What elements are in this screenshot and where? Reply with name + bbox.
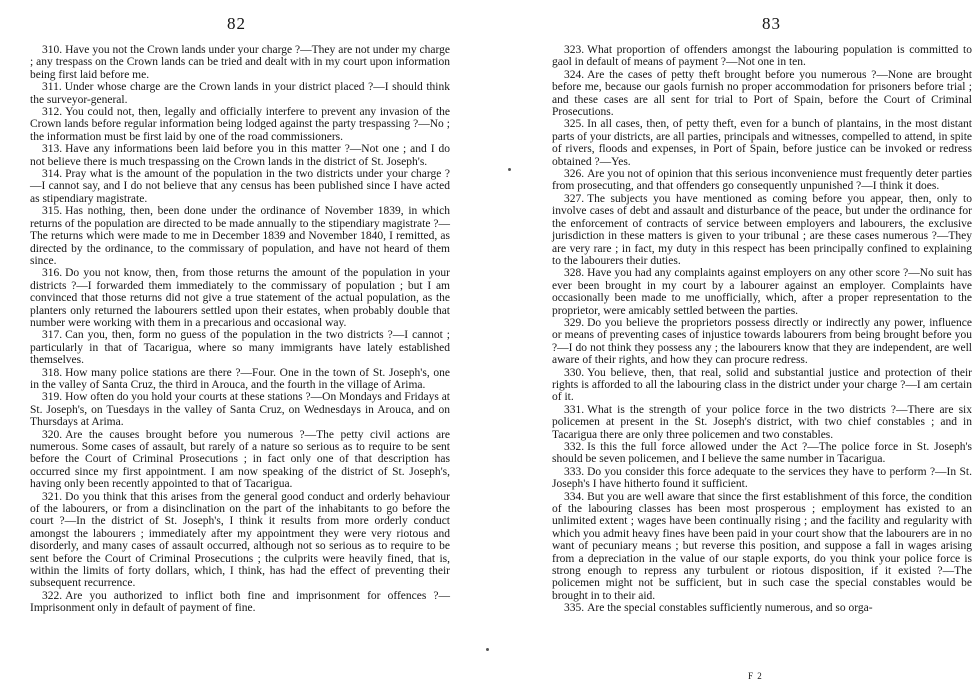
question-paragraph: [30, 205, 450, 267]
question-paragraph: [552, 404, 972, 441]
question-number: 333.: [564, 465, 585, 478]
question-number: 321.: [42, 490, 63, 503]
question-number: 317.: [42, 329, 63, 342]
question-paragraph: [30, 391, 450, 428]
question-paragraph: [552, 168, 972, 193]
question-paragraph: [552, 69, 972, 119]
question-paragraph: [552, 441, 972, 466]
question-paragraph: [30, 329, 450, 366]
question-number: 312.: [42, 106, 63, 119]
question-text: The subjects you have mentioned as coming before you appear, then, only to involve cases of debt and assault and disturbance of the peace, but under the ordinance for the enforcement of contracts of service between employers and labourers, the exclusive jurisdiction in these matters is given to your tribunal ; are these cases numerous ?—They are very rare ; in fact, my duty in this respect has been principally confined to explaining to the labourers their duties.: [552, 192, 972, 267]
question-text: Are the special constables sufficiently numerous, and so orga-: [587, 602, 873, 615]
question-number: 328.: [564, 267, 585, 280]
question-text: Are the causes brought before you numerous ?—The petty civil actions are numerous. Some cases of assault, but rarely of a nature so serious as to require to be sent before the Court of Criminal Prosecutions ; in fact only one of that description has occurred since my first appointment. I am now speaking of the district of St. Joseph's, having only been recently appointed to that of Tacarigua.: [30, 428, 450, 491]
question-number: 315.: [42, 205, 63, 218]
question-text: Have you not the Crown lands under your charge ?—They are not under my charge ; any trespass on the Crown lands can be tried and dealt with in my court upon information being first laid before me.: [30, 44, 450, 81]
question-text: Have you had any complaints against employers on any other score ?—No suit has ever been brought in my court by a labourer against an employer. Complaints have occasionally been made to me unofficially, which, after a proper representation to the proprietor, were amicably settled between the parties.: [552, 267, 972, 317]
question-number: 323.: [564, 44, 585, 56]
question-number: 331.: [564, 403, 585, 416]
question-paragraph: [30, 81, 450, 106]
question-number: 326.: [564, 168, 585, 181]
question-paragraph: [30, 143, 450, 168]
question-number: 330.: [564, 366, 585, 379]
question-text: Do you believe the proprietors possess directly or indirectly any power, influence or means of preventing cases of injustice towards labourers from being brought before you ?—I do not think they possess any ; the labourers know that they are independent, are well aware of their rights, and how they can procure redress.: [552, 316, 972, 367]
question-paragraph: [552, 317, 972, 367]
question-number: 319.: [42, 391, 63, 404]
page-number: 82: [227, 14, 246, 33]
right-page: [512, 0, 980, 686]
book-gutter: [468, 0, 512, 686]
question-paragraph: [30, 429, 450, 491]
question-number: 310.: [42, 44, 63, 56]
question-number: 325.: [564, 118, 585, 131]
question-text: Pray what is the amount of the population in the two districts under your charge ?—I cannot say, and I do not believe that any census has been published since I have acted as stipendiary magistrate.: [30, 168, 450, 205]
left-page: [0, 0, 468, 686]
question-number: 313.: [42, 143, 63, 156]
question-text: Can you, then, form no guess of the population in the two districts ?—I cannot ; particularly in that of Tacarigua, where so many immigrants have lately established themselves.: [30, 329, 450, 367]
question-number: 335.: [564, 602, 585, 615]
question-paragraph: [30, 44, 450, 81]
question-paragraph: [30, 590, 450, 615]
question-text: What proportion of offenders amongst the labouring population is committed to gaol in default of means of payment ?—Not one in ten.: [552, 44, 972, 69]
question-text: What is the strength of your police force in the two districts ?—There are six policemen at present in the St. Joseph's district, with two chief constables ; and in Tacarigua there are only three policemen and two constables.: [552, 403, 972, 441]
question-text: Has nothing, then, been done under the ordinance of November 1839, in which returns of the population are directed to be made annually to the stipendiary magistrate ?—The returns which were made to me in December 1839 and November 1840, I remitted, as directed by the ordinance, to the commissary of population, and have not heard of them since.: [30, 205, 450, 267]
question-paragraph: [552, 367, 972, 404]
gutter-dot: [508, 168, 511, 171]
page-body: [30, 44, 450, 615]
question-paragraph: [552, 118, 972, 168]
gutter-dot: [486, 648, 489, 651]
question-number: 320.: [42, 428, 63, 441]
question-text: Are the cases of petty theft brought before you numerous ?—None are brought before me, because our gaols furnish no proper accommodation for prisoners before trial ; and these cases are all sent for trial to Port of Spain, before the Court of Criminal Prosecutions.: [552, 68, 972, 119]
question-number: 329.: [564, 316, 585, 329]
question-number: 334.: [564, 490, 585, 503]
question-number: 311.: [42, 81, 62, 94]
question-paragraph: [30, 267, 450, 329]
question-number: 324.: [564, 68, 585, 81]
question-paragraph: [552, 193, 972, 267]
signature-mark: F 2: [748, 671, 763, 681]
question-number: 332.: [564, 441, 585, 453]
question-text: In all cases, then, of petty theft, even for a bunch of plantains, in the most distant parts of your districts, are all parties, principals and witnesses, compelled to attend, in spite of rivers, floods and expenses, in Port of Spain, before justice can be invoked or redress obtained ?—Yes.: [552, 118, 972, 168]
question-text: How many police stations are there ?—Four. One in the town of St. Joseph's, one in the valley of Santa Cruz, the third in Arouca, and the fourth in the village of Arima.: [30, 366, 450, 391]
question-paragraph: [30, 168, 450, 205]
question-text: Do you not know, then, from those returns the amount of the population in your districts ?—I forwarded them immediately to the commissary of population ; but I am convinced that those returns did not give a true statement of the actual population, as the planters only returned the labourers settled upon their estates, when probably double that number were working with them in a precarious and occasional way.: [30, 267, 450, 329]
question-text: You believe, then, that real, solid and substantial justice and protection of their rights is afforded to all the labouring class in the district under your charge ?—I am certain of it.: [552, 366, 972, 404]
question-text: Is this the full force allowed under the Act ?—The police force in St. Joseph's should be seven policemen, and I believe the same number in Tacarigua.: [552, 441, 972, 466]
question-paragraph: [552, 466, 972, 491]
question-number: 318.: [42, 366, 63, 379]
question-paragraph: [30, 106, 450, 143]
question-text: Do you think that this arises from the general good conduct and orderly behaviour of the labourers, or from a disinclination on the part of the inhabitants to go before the court ?—In the district of St. Joseph's, I think it results from more orderly conduct amongst the labourers ; immediately after my appointment they were very riotous and disorderly, and many cases of assault occurred, although not so serious as to require to be sent before the Court of Criminal Prosecutions ; the culprits were heavily fined, that is, within the limits of forty dollars, which, I think, has had the effect of preventing their subsequent recurrence.: [30, 490, 450, 590]
question-number: 327.: [564, 192, 585, 205]
question-number: 314.: [42, 168, 63, 181]
question-text: Have any informations been laid before you in this matter ?—Not one ; and I do not believe there is much trespassing on the Crown lands in the district of St. Joseph's.: [30, 143, 450, 168]
page-body: [552, 44, 972, 615]
question-paragraph: [30, 491, 450, 590]
question-number: 316.: [42, 267, 63, 280]
question-text: Do you consider this force adequate to the services they have to perform ?—In St. Joseph's I have hitherto found it sufficient.: [552, 465, 972, 491]
question-paragraph: [552, 267, 972, 317]
question-paragraph: [30, 367, 450, 392]
page-number: 83: [762, 14, 781, 33]
question-paragraph: [552, 602, 972, 614]
question-text: You could not, then, legally and officially interfere to prevent any invasion of the Crown lands before regular information being lodged against the party trespassing ?—No ; the information must be first laid by one of the road commissioners.: [30, 106, 450, 143]
question-paragraph: [552, 44, 972, 69]
question-text: How often do you hold your courts at these stations ?—On Mondays and Fridays at St. Joseph's, on Tuesdays in the valley of Santa Cruz, on Wednesdays in Arouca, and on Thursdays at Arima.: [30, 391, 450, 429]
question-text: Under whose charge are the Crown lands in your district placed ?—I should think the surveyor-general.: [30, 81, 450, 106]
question-paragraph: [552, 491, 972, 603]
question-text: But you are well aware that since the first establishment of this force, the condition of the labouring classes has been most prosperous ; employment has existed to an unlimited extent ; wages have been continually rising ; and the facility and regularity with which you admit heavy fines have been paid in your court show that the labourers are in no want of pecuniary means ; but reverse this position, and suppose a fall in wages arising from a depreciation in the value of our staple exports, do you think your police force is strong enough to repress any turbulent or riotous disposition, if it existed ?—The policemen might not be sufficient, but in such case the special constables would be brought in to their aid.: [552, 490, 972, 602]
question-text: Are you authorized to inflict both fine and imprisonment for offences ?—Imprisonment only in default of payment of fine.: [30, 589, 450, 615]
question-number: 322.: [42, 589, 63, 602]
question-text: Are you not of opinion that this serious inconvenience must frequently deter parties from prosecuting, and that offenders go consequently unpunished ?—I think it does.: [552, 168, 972, 193]
